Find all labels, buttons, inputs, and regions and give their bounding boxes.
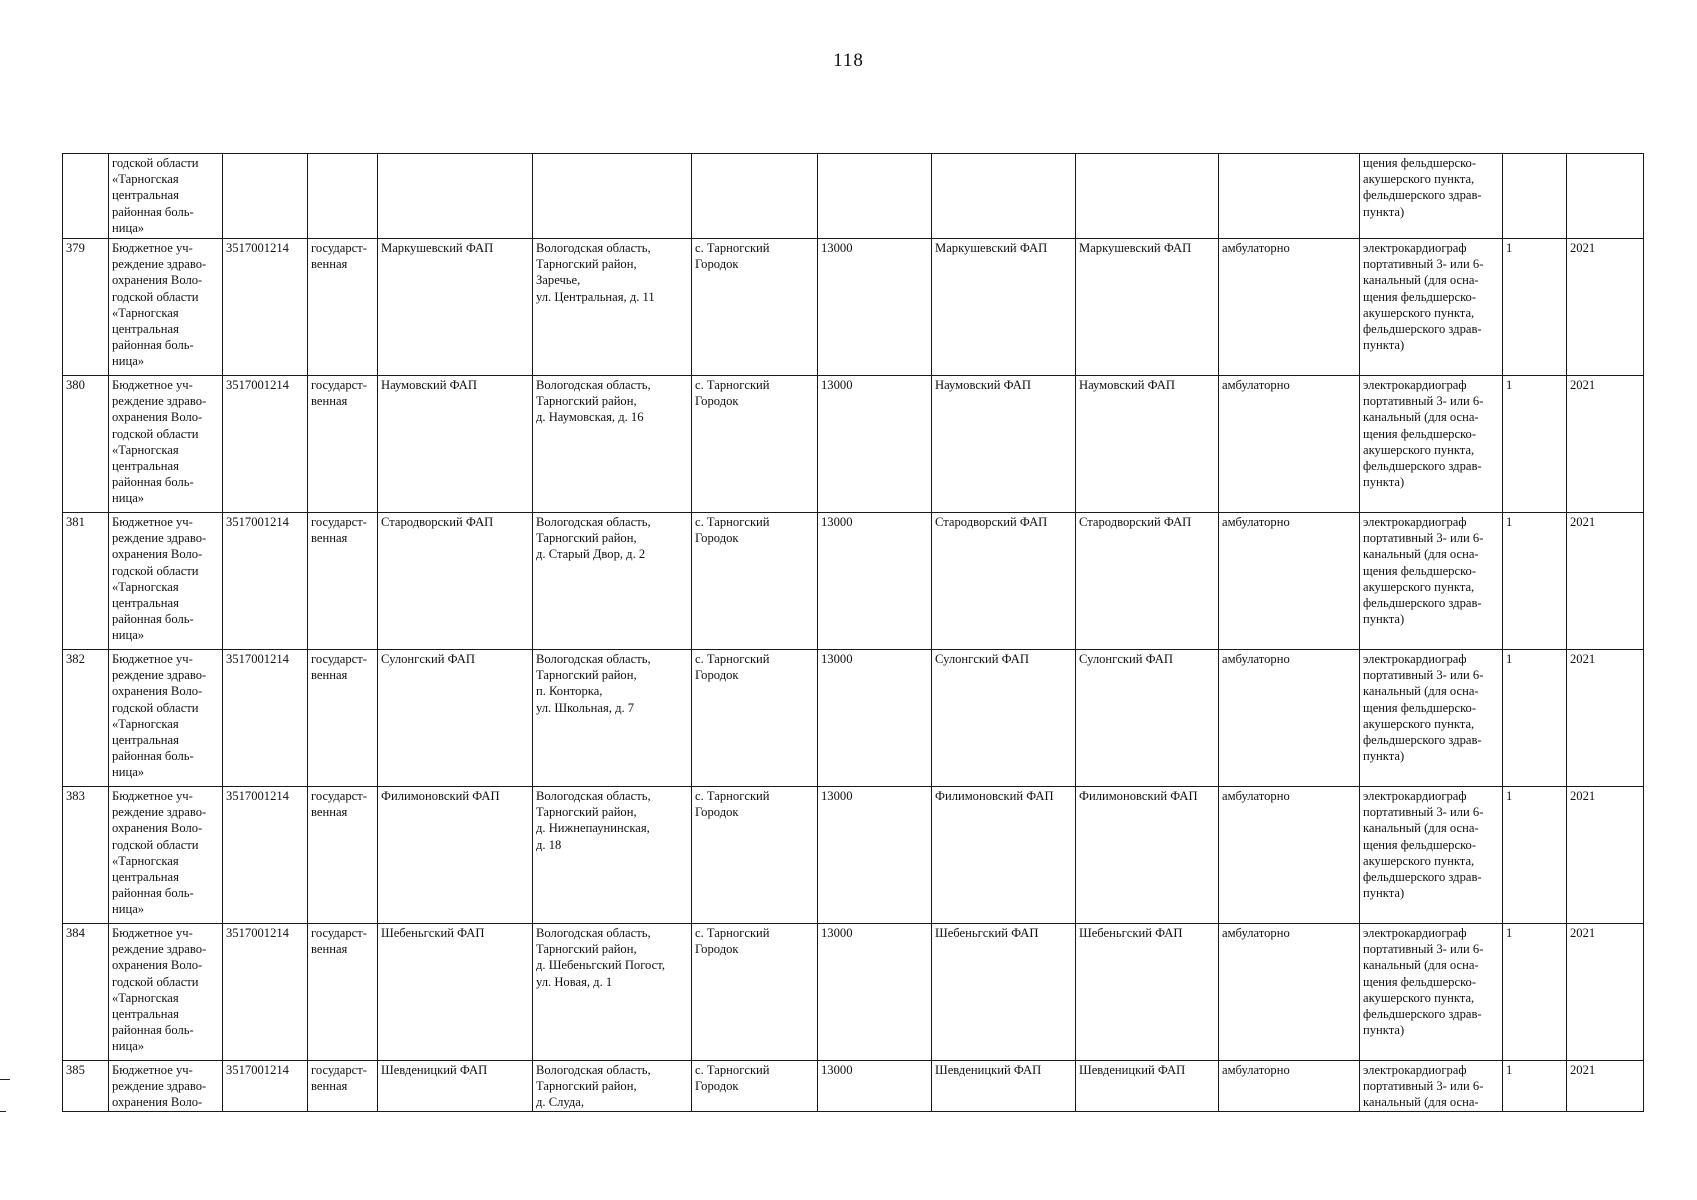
cell-municipality: с. Тарногский Городок <box>692 787 818 924</box>
cell-address: Вологодская область, Тарногский район, д. Нижнепаунинская, д. 18 <box>533 787 692 924</box>
cell-care-type <box>1219 154 1360 239</box>
cell-subunit: Филимоновский ФАП <box>1076 787 1219 924</box>
cell-qty: 1 <box>1503 924 1567 1061</box>
table-row <box>63 513 1644 650</box>
cell-org: Бюджетное уч- реждение здраво- охранения Воло- годской области «Тарногская центральная районная боль- ница» <box>109 650 223 787</box>
margin-mark <box>0 1111 6 1112</box>
cell-population: 13000 <box>818 787 932 924</box>
cell-qty: 1 <box>1503 376 1567 513</box>
cell-address: Вологодская область, Тарногский район, д. Старый Двор, д. 2 <box>533 513 692 650</box>
cell-equipment: электрокардиограф портативный 3- или 6- канальный (для осна- щения фельдшерско- акушерского пункта, фельдшерского здрав- пункта) <box>1360 376 1503 513</box>
cell-population <box>818 154 932 239</box>
cell-ownership: государст- венная <box>308 1061 378 1112</box>
cell-org: Бюджетное уч- реждение здраво- охранения Воло- годской области «Тарногская центральная районная боль- ница» <box>109 239 223 376</box>
cell-ownership: государст- венная <box>308 376 378 513</box>
cell-population: 13000 <box>818 1061 932 1112</box>
cell-care-type: амбулаторно <box>1219 650 1360 787</box>
cell-year: 2021 <box>1567 787 1644 924</box>
cell-ownership: государст- венная <box>308 513 378 650</box>
cell-org: годской области «Тарногская центральная районная боль- ница» <box>109 154 223 239</box>
table-row <box>63 787 1644 924</box>
cell-municipality: с. Тарногский Городок <box>692 376 818 513</box>
cell-unit: Наумовский ФАП <box>378 376 533 513</box>
cell-population: 13000 <box>818 924 932 1061</box>
cell-inn <box>223 154 308 239</box>
cell-address: Вологодская область, Тарногский район, д. Шебеньгский Погост, ул. Новая, д. 1 <box>533 924 692 1061</box>
cell-facility: Стародворский ФАП <box>932 513 1076 650</box>
cell-equipment: электрокардиограф портативный 3- или 6- канальный (для осна- щения фельдшерско- акушерского пункта, фельдшерского здрав- пункта) <box>1360 924 1503 1061</box>
cell-population: 13000 <box>818 650 932 787</box>
cell-num: 379 <box>63 239 109 376</box>
cell-org: Бюджетное уч- реждение здраво- охранения Воло- годской области «Тарногская центральная районная боль- ница» <box>109 376 223 513</box>
cell-qty: 1 <box>1503 239 1567 376</box>
cell-municipality: с. Тарногский Городок <box>692 650 818 787</box>
cell-facility: Наумовский ФАП <box>932 376 1076 513</box>
cell-org: Бюджетное уч- реждение здраво- охранения Воло- годской области «Тарногская центральная районная боль- ница» <box>109 513 223 650</box>
registry-table <box>62 153 1644 1112</box>
cell-equipment: электрокардиограф портативный 3- или 6- канальный (для осна- <box>1360 1061 1503 1112</box>
cell-subunit: Шевденицкий ФАП <box>1076 1061 1219 1112</box>
cell-address: Вологодская область, Тарногский район, Заречье, ул. Центральная, д. 11 <box>533 239 692 376</box>
cell-care-type: амбулаторно <box>1219 1061 1360 1112</box>
cell-org: Бюджетное уч- реждение здраво- охранения Воло- <box>109 1061 223 1112</box>
cell-address: Вологодская область, Тарногский район, д. Наумовская, д. 16 <box>533 376 692 513</box>
cell-facility <box>932 154 1076 239</box>
cell-num: 382 <box>63 650 109 787</box>
cell-population: 13000 <box>818 239 932 376</box>
cell-unit: Стародворский ФАП <box>378 513 533 650</box>
cell-qty: 1 <box>1503 650 1567 787</box>
cell-equipment: щения фельдшерско- акушерского пункта, фельдшерского здрав- пункта) <box>1360 154 1503 239</box>
cell-inn: 3517001214 <box>223 787 308 924</box>
cell-qty <box>1503 154 1567 239</box>
cell-ownership: государст- венная <box>308 787 378 924</box>
cell-equipment: электрокардиограф портативный 3- или 6- канальный (для осна- щения фельдшерско- акушерского пункта, фельдшерского здрав- пункта) <box>1360 239 1503 376</box>
cell-inn: 3517001214 <box>223 239 308 376</box>
cell-unit: Филимоновский ФАП <box>378 787 533 924</box>
cell-address: Вологодская область, Тарногский район, д. Слуда, <box>533 1061 692 1112</box>
cell-facility: Шебеньгский ФАП <box>932 924 1076 1061</box>
cell-year: 2021 <box>1567 1061 1644 1112</box>
cell-municipality <box>692 154 818 239</box>
cell-year: 2021 <box>1567 376 1644 513</box>
cell-equipment: электрокардиограф портативный 3- или 6- канальный (для осна- щения фельдшерско- акушерского пункта, фельдшерского здрав- пункта) <box>1360 650 1503 787</box>
page-number: 118 <box>833 50 864 71</box>
cell-inn: 3517001214 <box>223 513 308 650</box>
cell-equipment: электрокардиограф портативный 3- или 6- канальный (для осна- щения фельдшерско- акушерского пункта, фельдшерского здрав- пункта) <box>1360 513 1503 650</box>
cell-population: 13000 <box>818 513 932 650</box>
cell-municipality: с. Тарногский Городок <box>692 513 818 650</box>
cell-address <box>533 154 692 239</box>
cell-unit: Шебеньгский ФАП <box>378 924 533 1061</box>
cell-subunit: Сулонгский ФАП <box>1076 650 1219 787</box>
cell-municipality: с. Тарногский Городок <box>692 239 818 376</box>
cell-year: 2021 <box>1567 924 1644 1061</box>
cell-inn: 3517001214 <box>223 1061 308 1112</box>
cell-address: Вологодская область, Тарногский район, п. Конторка, ул. Школьная, д. 7 <box>533 650 692 787</box>
cell-org: Бюджетное уч- реждение здраво- охранения Воло- годской области «Тарногская центральная районная боль- ница» <box>109 924 223 1061</box>
table-row <box>63 1061 1644 1112</box>
table-row <box>63 239 1644 376</box>
cell-subunit: Маркушевский ФАП <box>1076 239 1219 376</box>
cell-num <box>63 154 109 239</box>
cell-num: 381 <box>63 513 109 650</box>
cell-num: 383 <box>63 787 109 924</box>
cell-num: 380 <box>63 376 109 513</box>
margin-mark <box>0 1079 10 1080</box>
cell-year: 2021 <box>1567 513 1644 650</box>
cell-care-type: амбулаторно <box>1219 787 1360 924</box>
cell-qty: 1 <box>1503 513 1567 650</box>
cell-municipality: с. Тарногский Городок <box>692 924 818 1061</box>
cell-unit: Сулонгский ФАП <box>378 650 533 787</box>
cell-subunit: Наумовский ФАП <box>1076 376 1219 513</box>
cell-num: 384 <box>63 924 109 1061</box>
cell-unit: Шевденицкий ФАП <box>378 1061 533 1112</box>
cell-care-type: амбулаторно <box>1219 924 1360 1061</box>
cell-facility: Маркушевский ФАП <box>932 239 1076 376</box>
cell-year: 2021 <box>1567 239 1644 376</box>
cell-qty: 1 <box>1503 1061 1567 1112</box>
cell-municipality: с. Тарногский Городок <box>692 1061 818 1112</box>
cell-facility: Филимоновский ФАП <box>932 787 1076 924</box>
cell-facility: Шевденицкий ФАП <box>932 1061 1076 1112</box>
cell-equipment: электрокардиограф портативный 3- или 6- канальный (для осна- щения фельдшерско- акушерского пункта, фельдшерского здрав- пункта) <box>1360 787 1503 924</box>
cell-unit <box>378 154 533 239</box>
cell-year: 2021 <box>1567 650 1644 787</box>
cell-subunit: Шебеньгский ФАП <box>1076 924 1219 1061</box>
cell-facility: Сулонгский ФАП <box>932 650 1076 787</box>
cell-ownership: государст- венная <box>308 924 378 1061</box>
table-row <box>63 650 1644 787</box>
cell-unit: Маркушевский ФАП <box>378 239 533 376</box>
cell-care-type: амбулаторно <box>1219 239 1360 376</box>
cell-inn: 3517001214 <box>223 376 308 513</box>
table-row <box>63 154 1644 239</box>
cell-care-type: амбулаторно <box>1219 513 1360 650</box>
table-row <box>63 924 1644 1061</box>
cell-year <box>1567 154 1644 239</box>
cell-inn: 3517001214 <box>223 924 308 1061</box>
cell-qty: 1 <box>1503 787 1567 924</box>
cell-subunit: Стародворский ФАП <box>1076 513 1219 650</box>
cell-care-type: амбулаторно <box>1219 376 1360 513</box>
cell-ownership: государст- венная <box>308 650 378 787</box>
cell-inn: 3517001214 <box>223 650 308 787</box>
cell-org: Бюджетное уч- реждение здраво- охранения Воло- годской области «Тарногская центральная районная боль- ница» <box>109 787 223 924</box>
table-row <box>63 376 1644 513</box>
cell-ownership: государст- венная <box>308 239 378 376</box>
cell-population: 13000 <box>818 376 932 513</box>
cell-num: 385 <box>63 1061 109 1112</box>
cell-ownership <box>308 154 378 239</box>
cell-subunit <box>1076 154 1219 239</box>
